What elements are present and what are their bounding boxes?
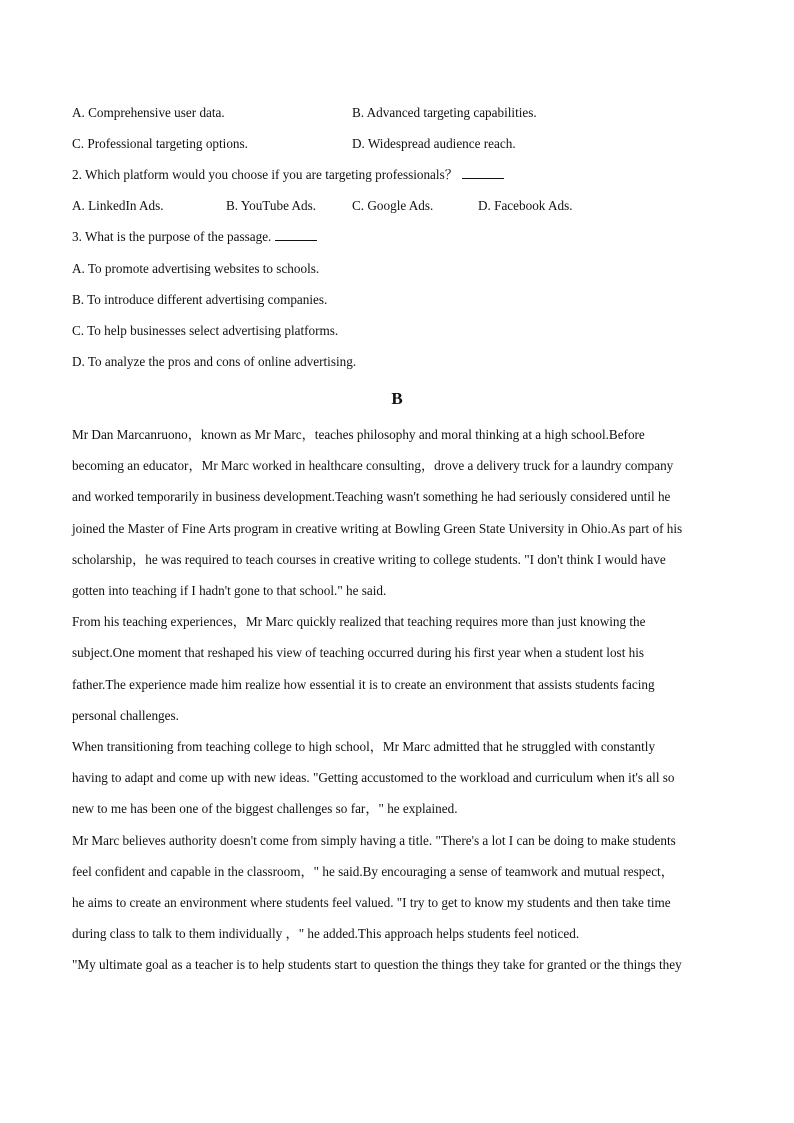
q3-option-a[interactable]: A. To promote advertising websites to schools.	[72, 261, 320, 276]
passage-line: Mr Marc believes authority doesn't come from simply having a title. "There's a lot I can be doing to make students	[72, 832, 676, 848]
q3-option-d[interactable]: D. To analyze the pros and cons of online advertising.	[72, 354, 357, 369]
passage-line: personal challenges.	[72, 707, 179, 723]
passage-line: Mr Dan Marcanruono，known as Mr Marc，teaches philosophy and moral thinking at a high school.Before	[72, 427, 645, 442]
q1-option-d[interactable]: D. Widespread audience reach.	[352, 136, 516, 151]
passage-line: gotten into teaching if I hadn't gone to that school." he said.	[72, 583, 387, 598]
q1-option-b[interactable]: B. Advanced targeting capabilities.	[352, 105, 537, 120]
q3-stem-line	[72, 229, 317, 245]
q3-option-c[interactable]: C. To help businesses select advertising platforms.	[72, 323, 339, 338]
passage-line: during class to talk to them individually ，" he added.This approach helps students feel noticed.	[72, 926, 580, 942]
passage-line: father.The experience made him realize how essential it is to create an environment that assists students facing	[72, 676, 655, 692]
passage-line: he aims to create an environment where students feel valued. "I try to get to know my students and then take time	[72, 895, 671, 910]
passage-line: becoming an educator，Mr Marc worked in healthcare consulting，drove a delivery truck for a laundry company	[72, 458, 674, 474]
q2-answer-blank[interactable]	[462, 167, 504, 179]
q3-answer-blank[interactable]	[275, 229, 317, 241]
passage-line: joined the Master of Fine Arts program in creative writing at Bowling Green State University in Ohio.As part of his	[72, 520, 683, 536]
q2-option-b[interactable]: B. YouTube Ads.	[226, 198, 317, 213]
passage-line: having to adapt and come up with new ideas. "Getting accustomed to the workload and curriculum when it's all so	[72, 770, 675, 786]
passage-line: and worked temporarily in business development.Teaching wasn't something he had seriously considered until he	[72, 489, 671, 505]
q3-stem: 3. What is the purpose of the passage.	[72, 229, 272, 244]
q2-option-d[interactable]: D. Facebook Ads.	[478, 198, 573, 213]
q3-option-b[interactable]: B. To introduce different advertising companies.	[72, 292, 328, 307]
q2-stem-line	[72, 167, 504, 183]
passage-line: "My ultimate goal as a teacher is to help students start to question the things they take for granted or the things they	[72, 957, 682, 973]
passage-line: subject.One moment that reshaped his view of teaching occurred during his first year when a student lost his	[72, 645, 645, 661]
q1-option-a[interactable]: A. Comprehensive user data.	[72, 105, 225, 120]
q2-option-a[interactable]: A. LinkedIn Ads.	[72, 198, 164, 213]
q2-option-c[interactable]: C. Google Ads.	[352, 198, 434, 213]
passage-line: From his teaching experiences，Mr Marc quickly realized that teaching requires more than just knowing the	[72, 614, 646, 630]
section-b-title: B	[391, 389, 403, 408]
q1-option-c[interactable]: C. Professional targeting options.	[72, 136, 248, 151]
passage-line: new to me has been one of the biggest challenges so far，" he explained.	[72, 801, 458, 817]
q2-stem: 2. Which platform would you choose if you are targeting professionals？	[72, 167, 458, 182]
passage-line: feel confident and capable in the classroom，" he said.By encouraging a sense of teamwork and mutual respect，	[72, 863, 674, 879]
passage-line: When transitioning from teaching college to high school，Mr Marc admitted that he struggled with constantly	[72, 739, 656, 754]
passage-line: scholarship，he was required to teach courses in creative writing to college students. "I don't think I would have	[72, 551, 666, 567]
